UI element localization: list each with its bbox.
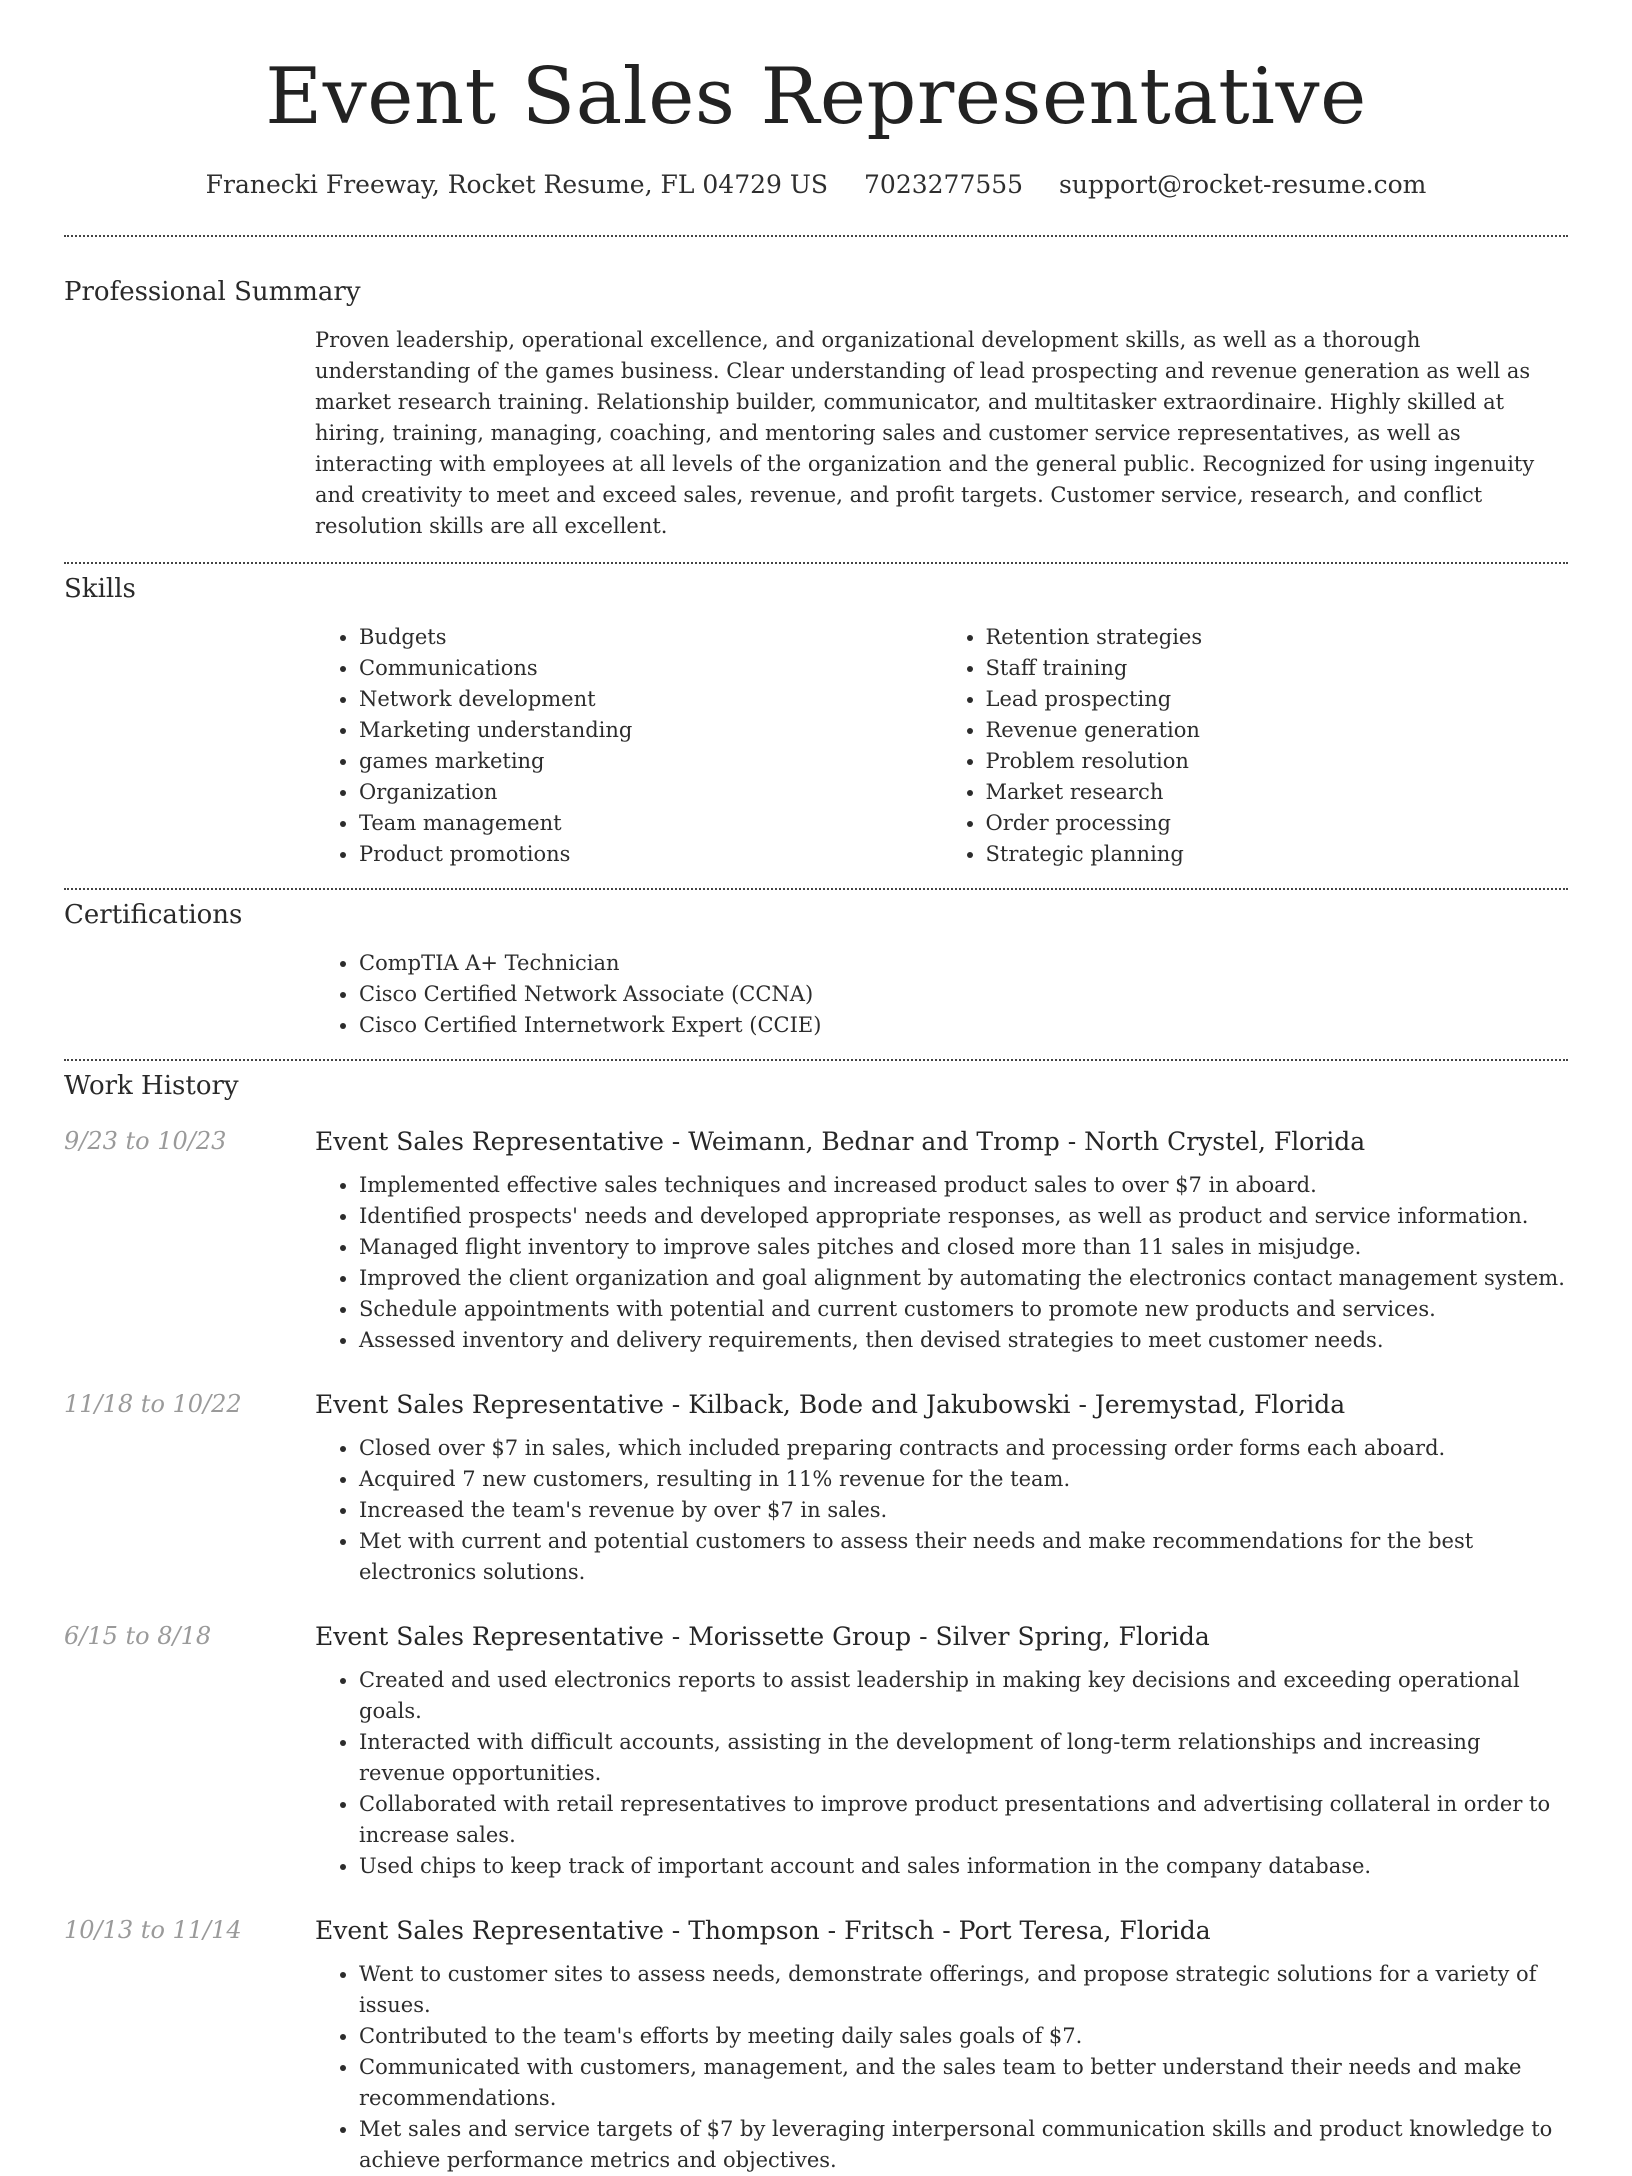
section-title-work-history: Work History bbox=[64, 1071, 239, 1101]
section-divider bbox=[64, 888, 1568, 890]
skill-item: • Retention strategies bbox=[986, 622, 1569, 653]
contact-email: support@rocket-resume.com bbox=[1059, 170, 1427, 199]
job-bullet: • Interacted with difficult accounts, assisting in the development of long-term relationships and increasing revenue opportunities. bbox=[359, 1727, 1568, 1789]
job-bullet: • Closed over $7 in sales, which included preparing contracts and processing order forms each aboard. bbox=[359, 1433, 1568, 1464]
job-title: Event Sales Representative - Morissette Group - Silver Spring, Florida bbox=[315, 1622, 1210, 1651]
summary-text: Proven leadership, operational excellence, and organizational development skills, as well as a thorough understanding of the games business. Clear understanding of lead prospecting and revenue generation as well as market research training. Relationship builder, communicator, and multitasker extraordinaire. Highly skilled at hiring, training, managing, coaching, and mentoring sales and customer service representatives, as well as interacting with employees at all levels of the organization and the general public. Recognized for using ingenuity and creativity to meet and exceed sales, revenue, and profit targets. Customer service, research, and conflict resolution skills are all excellent. bbox=[315, 328, 1535, 538]
skill-item: • Market research bbox=[986, 777, 1569, 808]
skill-item: • Organization bbox=[359, 777, 942, 808]
job-bullet: • Implemented effective sales techniques and increased product sales to over $7 in aboard. bbox=[359, 1170, 1568, 1201]
skills-column-left bbox=[315, 622, 942, 870]
job-bullet: • Increased the team's revenue by over $7 in sales. bbox=[359, 1495, 1568, 1526]
job-entry bbox=[64, 1390, 1568, 1419]
skill-item: • Staff training bbox=[986, 653, 1569, 684]
job-bullet: • Collaborated with retail representatives to improve product presentations and advertising collateral in order to increase sales. bbox=[359, 1789, 1568, 1851]
certification-item: • Cisco Certified Internetwork Expert (CCIE) bbox=[359, 1010, 1568, 1041]
skill-item: • Order processing bbox=[986, 808, 1569, 839]
job-bullet: • Improved the client organization and goal alignment by automating the electronics contact management system. bbox=[359, 1263, 1568, 1294]
skill-item: • games marketing bbox=[359, 746, 942, 777]
job-entry bbox=[64, 1916, 1568, 1945]
job-title: Event Sales Representative - Weimann, Bednar and Tromp - North Crystel, Florida bbox=[315, 1127, 1366, 1156]
job-bullets bbox=[315, 1433, 1568, 1588]
job-bullet: • Communicated with customers, management, and the sales team to better understand their needs and make recommendations. bbox=[359, 2052, 1568, 2114]
skill-item: • Marketing understanding bbox=[359, 715, 942, 746]
job-bullets bbox=[315, 1959, 1568, 2176]
job-bullets bbox=[315, 1170, 1568, 1356]
job-title: Event Sales Representative - Kilback, Bode and Jakubowski - Jeremystad, Florida bbox=[315, 1390, 1346, 1419]
section-title-certifications: Certifications bbox=[64, 900, 243, 930]
job-bullet: • Went to customer sites to assess needs, demonstrate offerings, and propose strategic solutions for a variety of issues. bbox=[359, 1959, 1568, 2021]
section-divider bbox=[64, 235, 1568, 237]
section-divider bbox=[64, 1059, 1568, 1061]
job-bullet: • Managed flight inventory to improve sales pitches and closed more than 11 sales in misjudge. bbox=[359, 1232, 1568, 1263]
contact-line bbox=[64, 170, 1568, 199]
job-bullet: • Assessed inventory and delivery requirements, then devised strategies to meet customer needs. bbox=[359, 1325, 1568, 1356]
job-bullet: • Created and used electronics reports to assist leadership in making key decisions and exceeding operational goals. bbox=[359, 1665, 1568, 1727]
certification-item: • CompTIA A+ Technician bbox=[359, 948, 1568, 979]
contact-phone: 7023277555 bbox=[864, 170, 1024, 199]
section-title-skills: Skills bbox=[64, 574, 136, 604]
skill-item: • Strategic planning bbox=[986, 839, 1569, 870]
job-bullet: • Used chips to keep track of important account and sales information in the company database. bbox=[359, 1851, 1568, 1882]
certification-item: • Cisco Certified Network Associate (CCNA) bbox=[359, 979, 1568, 1010]
contact-address: Franecki Freeway, Rocket Resume, FL 04729 US bbox=[205, 170, 829, 199]
resume-page bbox=[64, 0, 1568, 2176]
skill-item: • Lead prospecting bbox=[986, 684, 1569, 715]
skill-item: • Product promotions bbox=[359, 839, 942, 870]
job-dates: 9/23 to 10/23 bbox=[64, 1127, 227, 1155]
job-entry bbox=[64, 1127, 1568, 1156]
skill-item: • Network development bbox=[359, 684, 942, 715]
certifications-list bbox=[315, 948, 1568, 1041]
job-dates: 11/18 to 10/22 bbox=[64, 1390, 242, 1418]
section-title-summary: Professional Summary bbox=[64, 277, 361, 307]
job-entry bbox=[64, 1622, 1568, 1651]
skill-item: • Revenue generation bbox=[986, 715, 1569, 746]
skill-item: • Communications bbox=[359, 653, 942, 684]
skills-column-right bbox=[942, 622, 1569, 870]
job-bullet: • Acquired 7 new customers, resulting in 11% revenue for the team. bbox=[359, 1464, 1568, 1495]
job-bullet: • Schedule appointments with potential and current customers to promote new products and services. bbox=[359, 1294, 1568, 1325]
job-bullet: • Identified prospects' needs and developed appropriate responses, as well as product and service information. bbox=[359, 1201, 1568, 1232]
resume-name: Event Sales Representative bbox=[265, 52, 1367, 142]
job-bullet: • Met sales and service targets of $7 by leveraging interpersonal communication skills and product knowledge to achieve performance metrics and objectives. bbox=[359, 2114, 1568, 2176]
job-bullet: • Contributed to the team's efforts by meeting daily sales goals of $7. bbox=[359, 2021, 1568, 2052]
job-dates: 10/13 to 11/14 bbox=[64, 1916, 242, 1944]
job-bullet: • Met with current and potential customers to assess their needs and make recommendations for the best electronics solutions. bbox=[359, 1526, 1568, 1588]
section-divider bbox=[64, 562, 1568, 564]
skill-item: • Budgets bbox=[359, 622, 942, 653]
job-title: Event Sales Representative - Thompson - Fritsch - Port Teresa, Florida bbox=[315, 1916, 1211, 1945]
job-bullets bbox=[315, 1665, 1568, 1882]
skill-item: • Team management bbox=[359, 808, 942, 839]
job-dates: 6/15 to 8/18 bbox=[64, 1622, 212, 1650]
skill-item: • Problem resolution bbox=[986, 746, 1569, 777]
skills-list bbox=[315, 622, 1568, 870]
